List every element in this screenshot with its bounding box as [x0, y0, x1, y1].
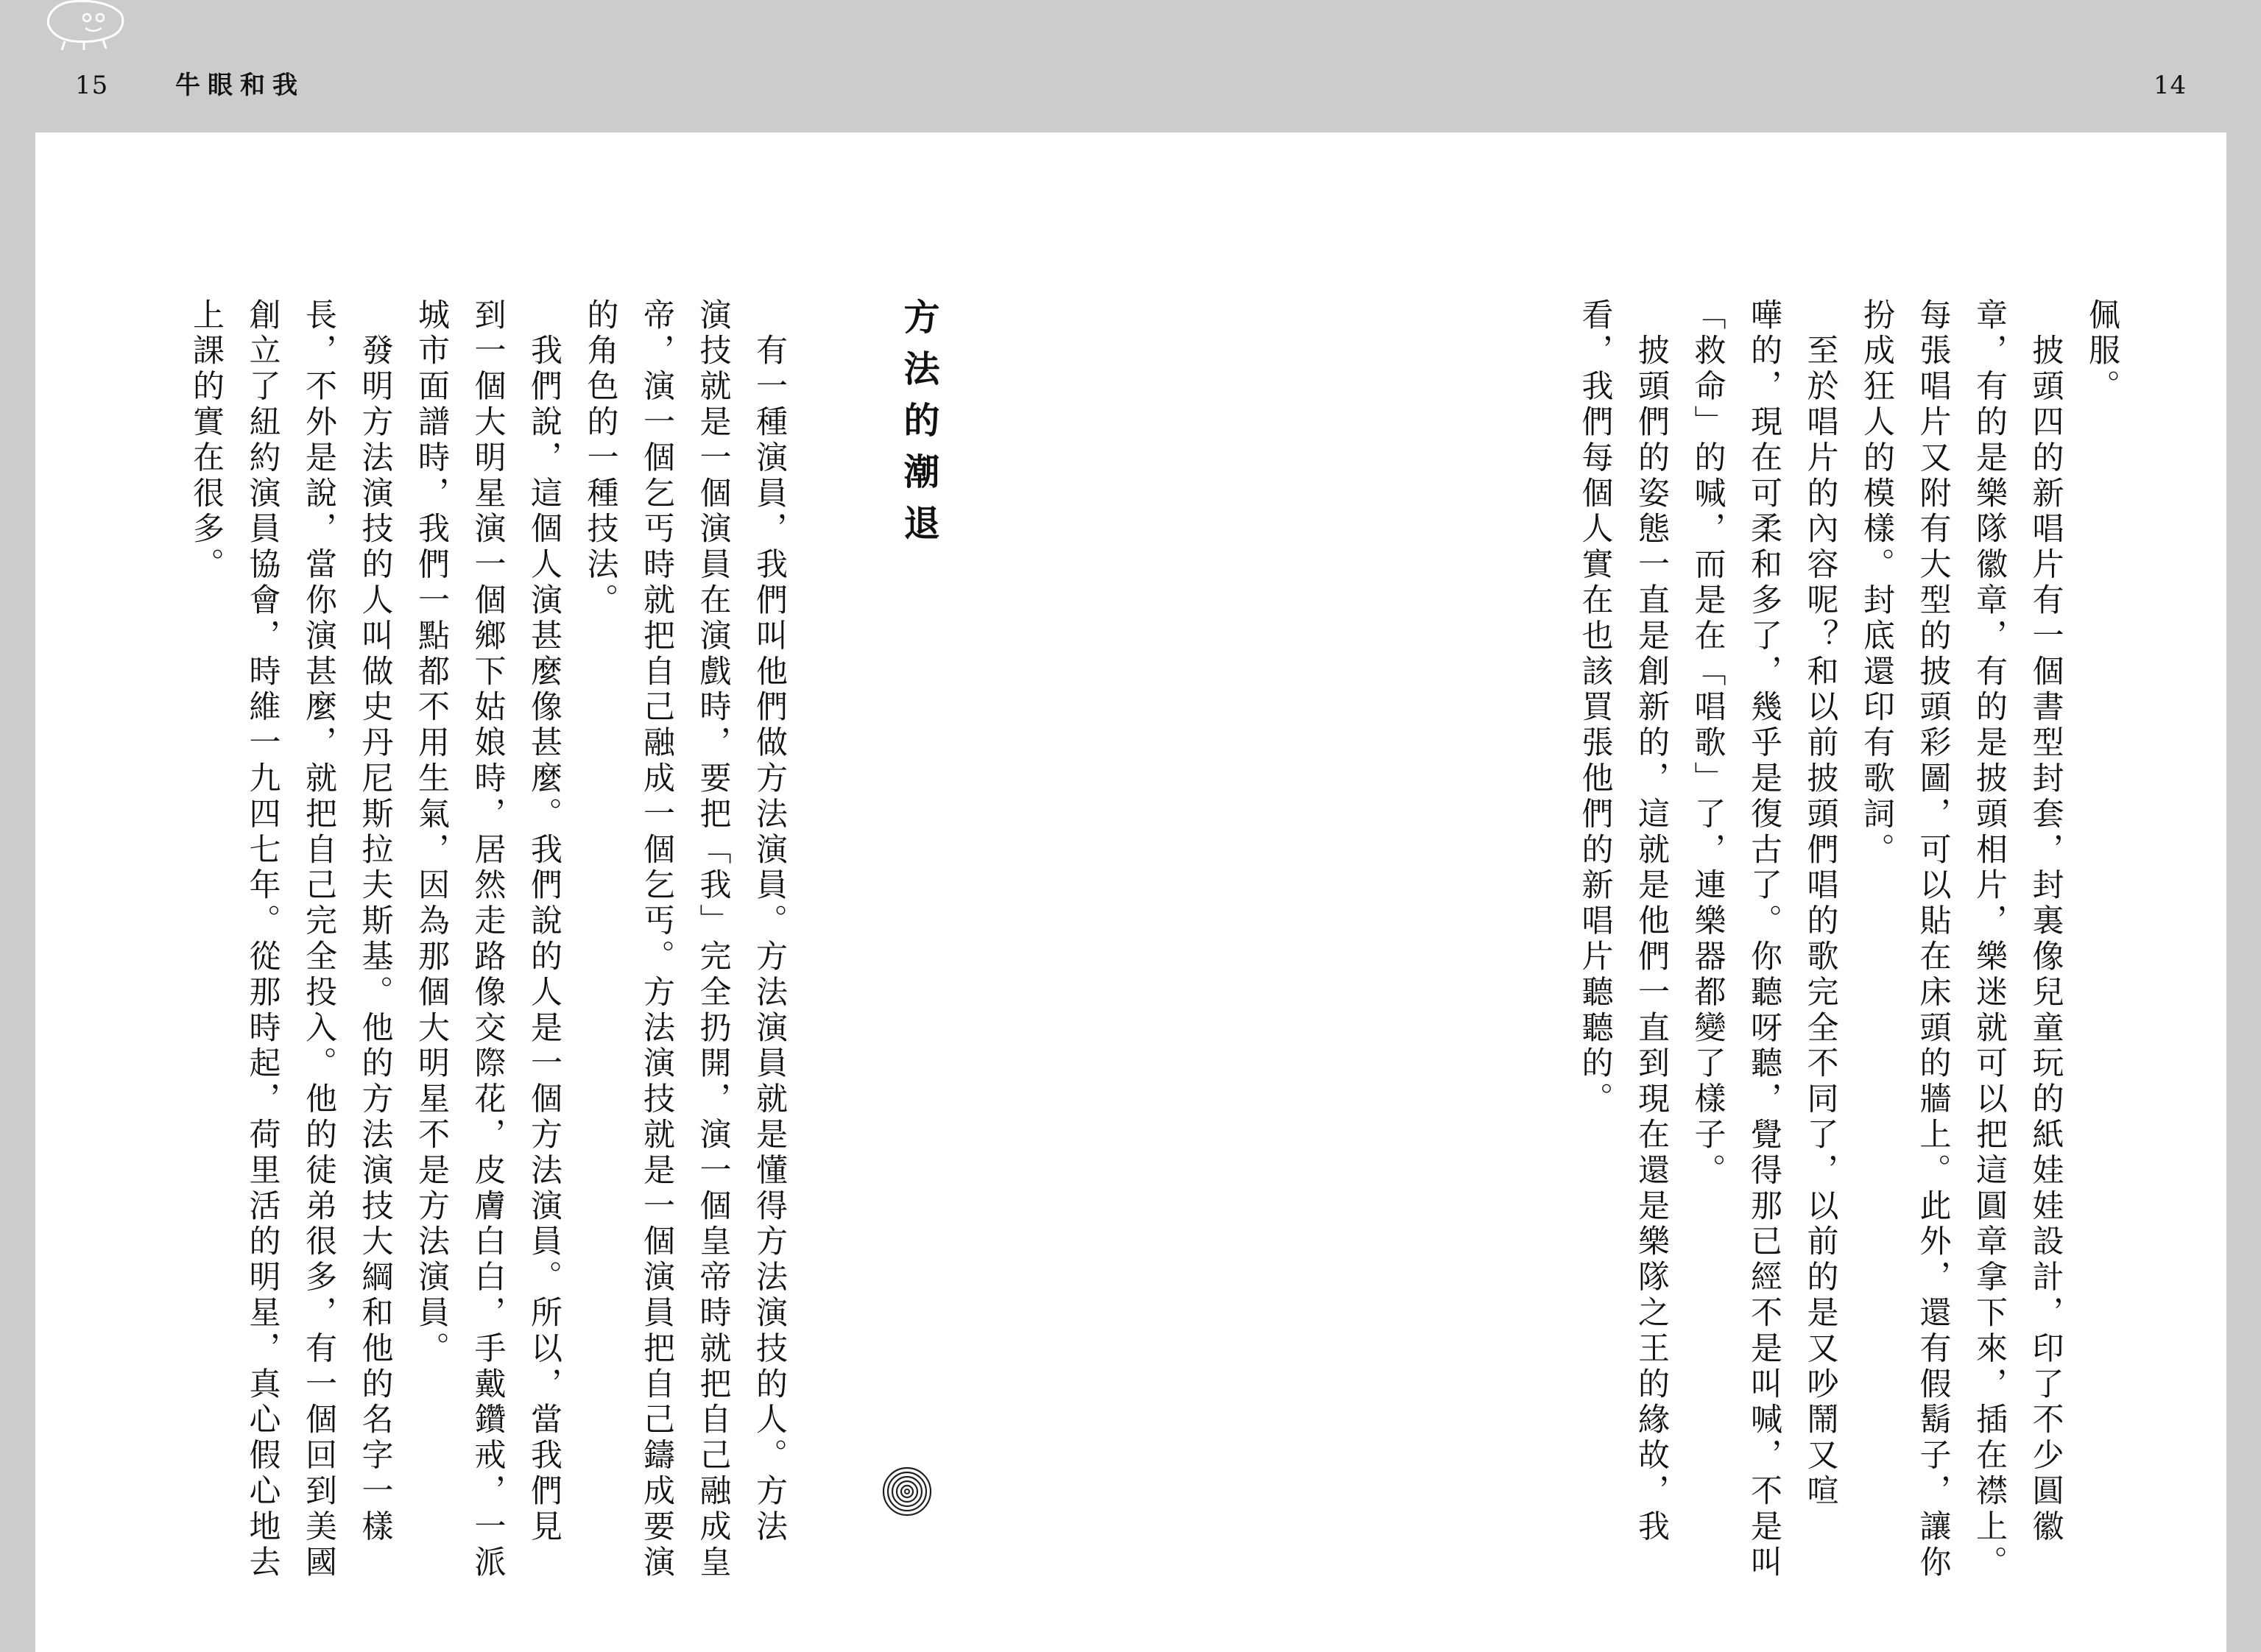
book-spread — [35, 133, 2226, 1652]
text-line: 嘩的，現在可柔和多了，幾乎是復古了。你聽呀聽，覺得那已經不是叫喊，不是叫 — [1746, 298, 1782, 1581]
text-line: 披頭們的姿態一直是創新的，這就是他們一直到現在還是樂隊之王的緣故，我 — [1633, 298, 1670, 1545]
text-line: 佩服。 — [2084, 298, 2120, 406]
left-page-body — [179, 298, 797, 1581]
text-line: 扮成狂人的模樣。封底還印有歌詞。 — [1858, 298, 1895, 869]
text-line: 「救命」的喊，而是在「唱歌」了，連樂器都變了樣子。 — [1689, 298, 1726, 1189]
cartoon-animal-logo-icon — [43, 0, 127, 52]
page-number-right: 14 — [2154, 71, 2187, 100]
text-line: 創立了紐約演員協會，時維一九四七年。從那時起，荷里活的明星，真心假心地去 — [244, 298, 281, 1581]
text-line: 演技就是一個演員在演戲時，要把「我」完全扔開，演一個皇帝時就把自己融成皇 — [694, 298, 732, 1581]
text-line: 披頭四的新唱片有一個書型封套，封裏像兒童玩的紙娃娃設計，印了不少圓徽 — [2027, 298, 2064, 1545]
text-line: 有一種演員，我們叫他們做方法演員。方法演員就是懂得方法演技的人。方法 — [751, 298, 788, 1545]
text-line: 帝，演一個乞丐時就把自己融成一個乞丐。方法演技就是一個演員把自己鑄成要演 — [638, 298, 675, 1581]
text-line: 到一個大明星演一個鄉下姑娘時，居然走路像交際花，皮膚白白，手戴鑽戒，一派 — [469, 298, 507, 1581]
text-line: 我們說，這個人演甚麼像甚麼。我們說的人是一個方法演員。所以，當我們見 — [526, 298, 562, 1545]
spiral-end-mark-icon — [881, 1465, 934, 1518]
text-line: 長，不外是說，當你演甚麼，就把自己完全投入。他的徒弟很多，有一個回到美國 — [300, 298, 337, 1581]
text-line: 章，有的是樂隊徽章，有的是披頭相片，樂迷就可以把這圓章拿下來，插在襟上。 — [1971, 298, 2008, 1581]
text-line: 每張唱片又附有大型的披頭彩圖，可以貼在床頭的牆上。此外，還有假鬍子，讓你 — [1914, 298, 1952, 1581]
text-line: 城市面譜時，我們一點都不用生氣，因為那個大明星不是方法演員。 — [413, 298, 450, 1367]
section-title: 方法的潮退 — [898, 298, 941, 556]
page-header — [0, 0, 2261, 133]
text-line: 至於唱片的內容呢？和以前披頭們唱的歌完全不同了，以前的是又吵鬧又喧 — [1802, 298, 1839, 1510]
book-title: 牛眼和我 — [175, 71, 305, 100]
page-number-left: 15 — [75, 71, 109, 100]
text-line: 看，我們每個人實在也該買張他們的新唱片聽聽的。 — [1576, 298, 1614, 1118]
text-line: 的角色的一種技法。 — [582, 298, 619, 619]
text-line: 上課的實在很多。 — [188, 298, 225, 584]
right-page-body — [1541, 298, 2130, 1581]
text-line: 發明方法演技的人叫做史丹尼斯拉夫斯基。他的方法演技大綱和他的名字一樣 — [356, 298, 394, 1545]
